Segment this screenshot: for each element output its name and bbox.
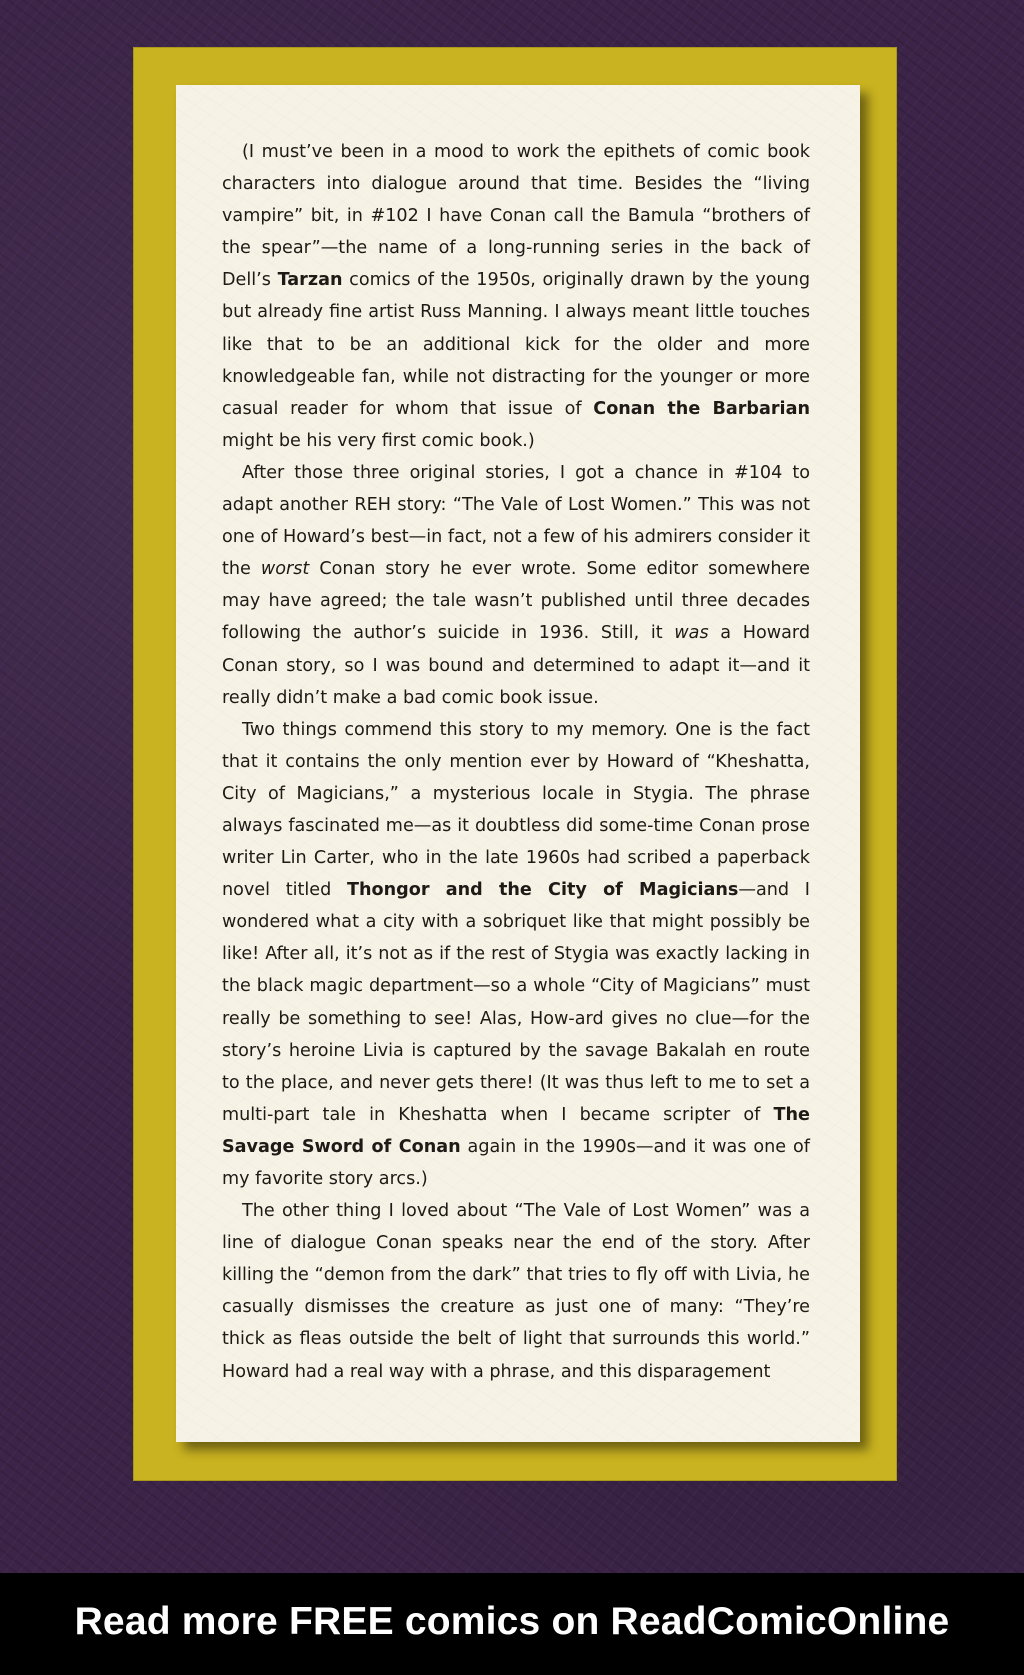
- promo-banner-text[interactable]: Read more FREE comics on ReadComicOnline: [74, 1600, 950, 1643]
- promo-banner[interactable]: [0, 1573, 1024, 1675]
- emphasis-worst: worst: [260, 559, 310, 580]
- title-thongor: Thongor and the City of Magicians: [347, 880, 739, 901]
- emphasis-was: was: [674, 623, 709, 644]
- title-savage-sword: The Savage Sword of Conan: [222, 1104, 810, 1157]
- paragraph-2: After those three original stories, I got a chance in #104 to adapt another REH story: “The Vale of Lost Women.” This was not one of Howard’s best—in fact, not a few of his admirers consider it the worst Conan story he ever wrote. Some editor somewhere may have agreed; the tale wasn’t published until three decades following the author’s suicide in 1936. Still, it was a Howard Conan story, so I was bound and determined to adapt it—and it really didn’t make a bad comic book issue.: [222, 462, 811, 708]
- title-conan-the-barbarian: Conan the Barbarian: [593, 398, 810, 419]
- paragraph-1: (I must’ve been in a mood to work the epithets of comic book characters into dialogue around that time. Besides the “living vampire” bit, in #102 I have Conan call the Bamula “brothers of the spear”—the name of a long-running series in the back of Dell’s Tarzan comics of the 1950s, originally drawn by the young but already fine artist Russ Manning. I always meant little touches like that to be an additional kick for the older and more knowledgeable fan, while not distracting for the younger or more casual reader for whom that issue of Conan the Barbarian might be his very first comic book.): [222, 142, 811, 451]
- title-tarzan: Tarzan: [277, 270, 343, 291]
- paragraph-4: The other thing I loved about “The Vale of Lost Women” was a line of dialogue Conan speaks near the end of the story. After killing the “demon from the dark” that tries to fly off with Livia, he casually dismisses the creature as just one of many: “They’re thick as fleas outside the belt of light that surrounds this world.” Howard had a real way with a phrase, and this disparagement: [222, 1201, 810, 1382]
- article-text: [222, 136, 810, 1388]
- paragraph-3: Two things commend this story to my memory. One is the fact that it contains the only mention ever by Howard of “Kheshatta, City of Magicians,” a mysterious locale in Stygia. The phrase always fascinated me—as it doubtless did some-time Conan prose writer Lin Carter, who in the late 1960s had scribed a paperback novel titled Thongor and the City of Magicians—and I wondered what a city with a sobriquet like that might possibly be like! After all, it’s not as if the rest of Stygia was exactly lacking in the black magic department—so a whole “City of Magicians” must really be something to see! Alas, How-ard gives no clue—for the story’s heroine Livia is captured by the savage Bakalah en route to the place, and never gets there! (It was thus left to me to set a multi-part tale in Kheshatta when I became scripter of The Savage Sword of Conan again in the 1990s—and it was one of my favorite story arcs.): [222, 719, 810, 1189]
